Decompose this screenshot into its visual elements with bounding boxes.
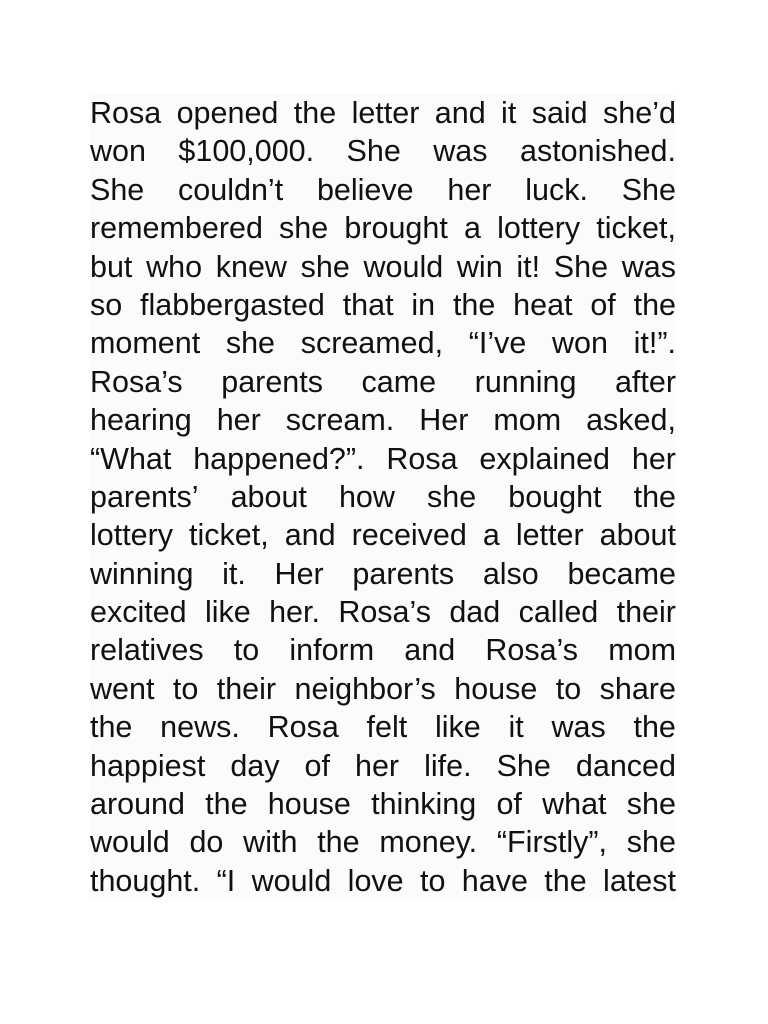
word: She xyxy=(346,134,401,169)
word: ticket, xyxy=(189,518,269,553)
paragraph-line xyxy=(90,593,676,631)
paragraph-line xyxy=(90,747,676,785)
word: the xyxy=(633,710,676,745)
word: and xyxy=(284,518,336,553)
word: was xyxy=(621,249,676,284)
word: win xyxy=(456,249,503,284)
word: but xyxy=(90,249,133,284)
word: to xyxy=(555,671,582,706)
word: money. xyxy=(379,825,478,860)
word: what xyxy=(542,787,607,822)
word: and xyxy=(404,633,456,668)
word: she xyxy=(225,326,276,361)
word: life. xyxy=(424,748,472,783)
word: how xyxy=(338,479,395,514)
word: she’d xyxy=(603,96,676,130)
word: of xyxy=(304,748,330,783)
word: she xyxy=(426,479,477,514)
word: bought xyxy=(508,479,602,514)
word: the xyxy=(205,787,248,822)
word: $100,000. xyxy=(178,134,315,169)
word: she xyxy=(300,249,350,284)
word: flabbergasted xyxy=(140,287,325,322)
paragraph-line xyxy=(90,862,676,900)
word: a xyxy=(463,211,481,246)
word: the xyxy=(293,96,337,130)
paragraph-line xyxy=(90,670,676,708)
word: ticket, xyxy=(596,211,676,246)
word: came xyxy=(361,364,437,399)
word: their xyxy=(216,671,277,706)
word: became xyxy=(567,556,676,591)
word: a xyxy=(482,518,500,553)
paragraph-line xyxy=(90,363,676,401)
word: her xyxy=(447,172,492,207)
word: Her xyxy=(274,556,324,591)
word: lottery xyxy=(497,211,581,246)
word: “I’ve xyxy=(468,326,527,361)
word: danced xyxy=(575,748,676,783)
word: Rosa xyxy=(386,441,458,476)
word: after xyxy=(614,364,676,399)
word: of xyxy=(496,787,522,822)
word: it!”. xyxy=(633,326,676,361)
paragraph-line xyxy=(90,555,676,593)
word: around xyxy=(90,787,185,822)
word: it! xyxy=(516,249,541,284)
word: the xyxy=(452,287,496,322)
word: brought xyxy=(344,211,448,246)
word: received xyxy=(351,518,467,553)
word: happiest xyxy=(90,748,206,783)
word: “I xyxy=(216,863,236,898)
word: to xyxy=(233,633,260,668)
word: Rosa xyxy=(267,710,339,745)
paragraph-line xyxy=(90,401,676,439)
paragraph-line xyxy=(90,631,676,669)
word: knew xyxy=(215,249,287,284)
word: the xyxy=(633,479,676,514)
paragraph-line xyxy=(90,785,676,823)
word: that xyxy=(342,287,394,322)
word: She xyxy=(496,748,551,783)
paragraph-line xyxy=(90,286,676,324)
paragraph-line xyxy=(90,440,676,478)
word: she xyxy=(279,211,329,246)
word: it. xyxy=(222,556,246,591)
word: luck. xyxy=(525,172,588,207)
word: Her xyxy=(419,403,469,438)
word: asked, xyxy=(586,403,676,438)
word: dad xyxy=(449,595,501,630)
paragraph-line xyxy=(90,209,676,247)
word: inform xyxy=(289,633,375,668)
word: felt xyxy=(366,710,408,745)
word: said xyxy=(531,96,588,130)
word: neighbor’s xyxy=(294,671,436,706)
word: her xyxy=(631,441,676,476)
word: moment xyxy=(90,326,201,361)
word: share xyxy=(599,671,676,706)
word: have xyxy=(461,863,528,898)
word: scream. xyxy=(285,403,395,438)
word: to xyxy=(419,863,446,898)
word: “Firstly”, xyxy=(496,825,607,860)
word: to xyxy=(172,671,199,706)
word: with xyxy=(243,825,298,860)
paragraph-line xyxy=(90,248,676,286)
word: their xyxy=(616,595,676,630)
word: “What xyxy=(90,441,172,476)
paragraph-line xyxy=(90,708,676,746)
word: astonished. xyxy=(519,134,676,169)
word: latest xyxy=(603,863,676,898)
word: so xyxy=(90,287,123,322)
word: house xyxy=(267,787,351,822)
word: explained xyxy=(479,441,610,476)
word: hearing xyxy=(90,403,192,438)
word: lottery xyxy=(90,518,174,553)
word: who xyxy=(146,249,203,284)
word: it xyxy=(508,710,524,745)
story-paragraph xyxy=(90,94,676,900)
word: letter xyxy=(351,96,420,130)
word: it xyxy=(501,96,517,130)
paragraph-line xyxy=(90,171,676,209)
word: She xyxy=(553,249,609,284)
word: the xyxy=(317,825,360,860)
word: her xyxy=(216,403,261,438)
paragraph-line xyxy=(90,132,676,170)
word: in xyxy=(411,287,436,322)
word: would xyxy=(363,249,444,284)
word: letter xyxy=(515,518,584,553)
word: of xyxy=(590,287,616,322)
word: she xyxy=(626,787,676,822)
paragraph-line xyxy=(90,94,676,132)
word: day xyxy=(230,748,280,783)
word: went xyxy=(90,671,155,706)
word: parents xyxy=(221,364,323,399)
word: Rosa’s xyxy=(485,633,579,668)
word: screamed, xyxy=(300,326,444,361)
word: excited xyxy=(90,595,187,630)
word: news. xyxy=(160,710,240,745)
word: like xyxy=(434,710,481,745)
word: was xyxy=(433,134,488,169)
word: would xyxy=(90,825,170,860)
word: won xyxy=(552,326,608,361)
paragraph-line xyxy=(90,324,676,362)
word: remembered xyxy=(90,211,263,246)
word: also xyxy=(482,556,539,591)
word: about xyxy=(230,479,307,514)
word: mom xyxy=(608,633,676,668)
word: She xyxy=(621,172,676,207)
word: house xyxy=(454,671,538,706)
word: would xyxy=(251,863,332,898)
word: couldn’t xyxy=(178,172,284,207)
word: about xyxy=(599,518,676,553)
word: She xyxy=(90,172,145,207)
word: mom xyxy=(493,403,562,438)
word: like xyxy=(204,595,251,630)
word: her xyxy=(355,748,400,783)
word: winning xyxy=(90,556,194,591)
word: heat xyxy=(513,287,573,322)
word: love xyxy=(347,863,404,898)
word: was xyxy=(551,710,606,745)
word: she xyxy=(626,825,676,860)
word: called xyxy=(518,595,599,630)
word: do xyxy=(189,825,224,860)
word: relatives xyxy=(90,633,204,668)
word: thought. xyxy=(90,863,201,898)
word: parents’ xyxy=(90,479,199,514)
word: the xyxy=(90,710,133,745)
word: the xyxy=(544,863,587,898)
word: the xyxy=(633,287,676,322)
word: Rosa xyxy=(90,96,162,130)
word: and xyxy=(434,96,486,130)
word: opened xyxy=(176,96,279,130)
word: running xyxy=(474,364,577,399)
word: Rosa’s xyxy=(90,364,183,399)
paragraph-line xyxy=(90,516,676,554)
paragraph-line xyxy=(90,823,676,861)
word: thinking xyxy=(371,787,477,822)
paragraph-line xyxy=(90,478,676,516)
word: happened?”. xyxy=(193,441,365,476)
word: Rosa’s xyxy=(338,595,431,630)
word: believe xyxy=(316,172,414,207)
word: won xyxy=(90,134,146,169)
word: her. xyxy=(269,595,320,630)
word: parents xyxy=(352,556,455,591)
